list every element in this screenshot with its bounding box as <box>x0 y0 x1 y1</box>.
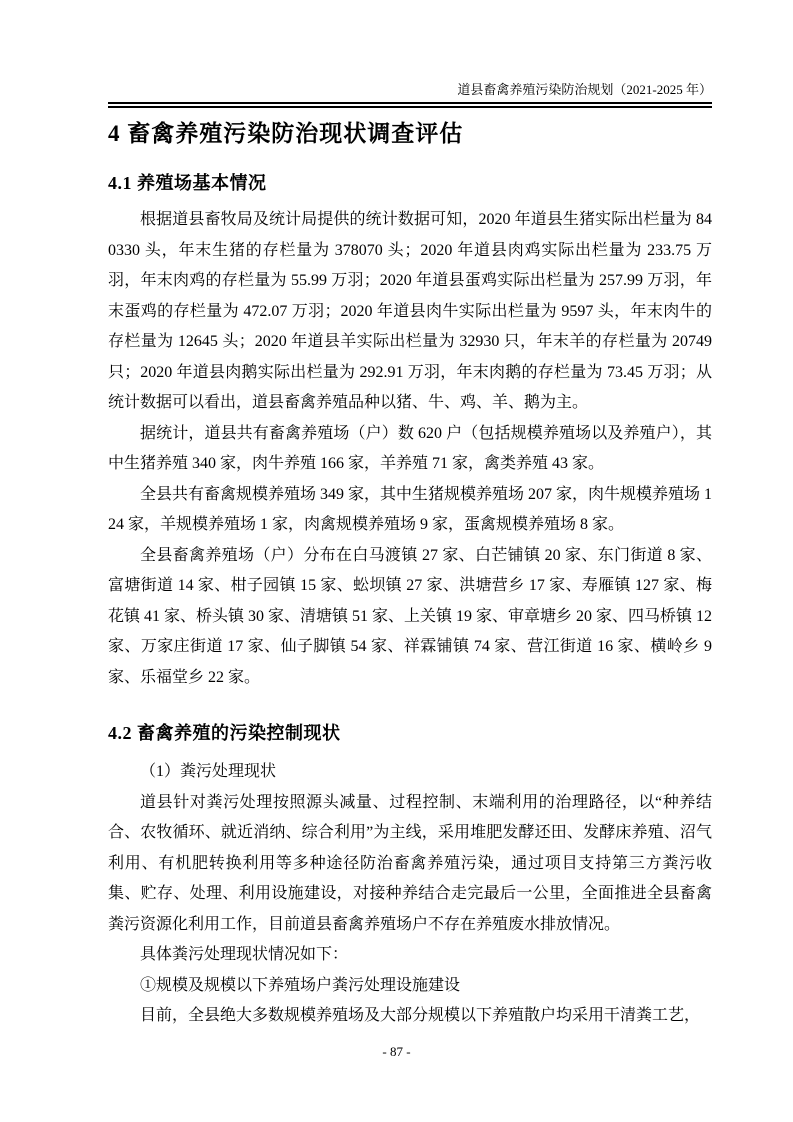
paragraph-livestock-statistics: 根据道县畜牧局及统计局提供的统计数据可知，2020 年道县生猪实际出栏量为 840330 头，年末生猪的存栏量为 378070 头；2020 年道县肉鸡实际出栏量为 233.75 万羽，年末肉鸡的存栏量为 55.99 万羽；2020 年道县蛋鸡实际出栏量为 257.99 万羽，年末蛋鸡的存栏量为 472.07 万羽；2020 年道县肉牛实际出栏量为 9597 头，年末肉牛的存栏量为 12645 头；2020 年道县羊实际出栏量为 32930 只，年末羊的存栏量为 20749 只；2020 年道县肉鹅实际出栏量为 292.91 万羽，年末肉鹅的存栏量为 73.45 万羽；从统计数据可以看出，道县畜禽养殖品种以猪、牛、鸡、羊、鹅为主。 <box>108 211 712 411</box>
paragraph-farm-distribution: 全县畜禽养殖场（户）分布在白马渡镇 27 家、白芒铺镇 20 家、东门街道 8 家、富塘街道 14 家、柑子园镇 15 家、蚣坝镇 27 家、洪塘营乡 17 家、寿雁镇 127 家、梅花镇 41 家、桥头镇 30 家、清塘镇 51 家、上关镇 19 家、审章塘乡 20 家、四马桥镇 12 家、万家庄街道 17 家、仙子脚镇 54 家、祥霖铺镇 74 家、营江街道 16 家、横岭乡 9 家、乐福堂乡 22 家。 <box>108 546 713 686</box>
paragraph-manure-detail-intro: 具体粪污处理现状情况如下： <box>140 946 349 963</box>
paragraph-manure-status-label: （1）粪污处理现状 <box>140 763 277 780</box>
paragraph-manure-treatment-overview: 道县针对粪污处理按照源头减量、过程控制、末端利用的治理路径，以“种养结合、农牧循环、就近消纳、综合利用”为主线，采用堆肥发酵还田、发酵床养殖、沼气利用、有机肥转换利用等多种途径防治畜禽养殖污染，通过项目支持第三方粪污收集、贮存、处理、利用设施建设，对接种养结合走完最后一公里，全面推进全县畜禽粪污资源化利用工作，目前道县畜禽养殖场户不存在养殖废水排放情况。 <box>108 793 712 933</box>
chapter-title: 4 畜禽养殖污染防治现状调查评估 <box>108 121 464 146</box>
paragraph-scale-farm-counts: 全县共有畜禽规模养殖场 349 家，其中生猪规模养殖场 207 家，肉牛规模养殖场 124 家，羊规模养殖场 1 家，肉禽规模养殖场 9 家，蛋禽规模养殖场 8 家。 <box>108 485 713 533</box>
section-heading-4-1: 4.1 养殖场基本情况 <box>108 173 267 193</box>
section-heading-4-2: 4.2 畜禽养殖的污染控制现状 <box>108 723 341 743</box>
paragraph-dry-manure-process: 目前，全县绝大多数规模养殖场及大部分规模以下养殖散户均采用干清粪工艺， <box>140 1007 701 1024</box>
header-divider <box>108 102 712 108</box>
paragraph-farm-household-counts: 据统计，道县共有畜禽养殖场（户）数 620 户（包括规模养殖场以及养殖户），其中生猪养殖 340 家，肉牛养殖 166 家，羊养殖 71 家，禽类养殖 43 家。 <box>108 424 712 472</box>
page-number: - 87 - <box>382 1044 411 1059</box>
paragraph-facility-construction-item: ①规模及规模以下养殖场户粪污处理设施建设 <box>140 976 461 994</box>
header-title: 道县畜禽养殖污染防治规划（2021-2025 年） <box>457 82 712 97</box>
page-header <box>108 0 712 98</box>
page-footer <box>0 1044 793 1060</box>
